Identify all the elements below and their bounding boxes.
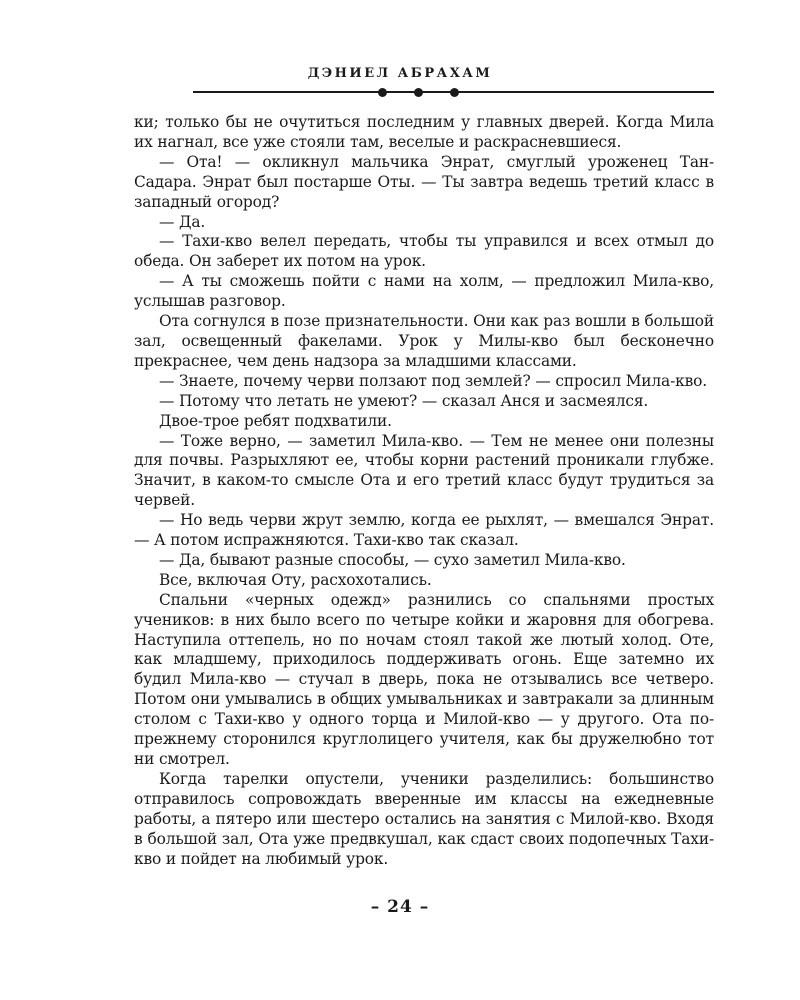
header-ornament-dot-left: [378, 88, 387, 97]
paragraph: ки; только бы не очутиться последним у главных дверей. Когда Мила их нагнал, все уже стояли там, веселые и раскрасневшиеся.: [134, 113, 714, 151]
paragraph: — Тахи-кво велел передать, чтобы ты управился и всех отмыл до обеда. Он заберет их потом на урок.: [134, 232, 714, 271]
paragraph: Все, включая Оту, расхохотались.: [159, 570, 432, 589]
paragraph: — Но ведь черви жрут землю, когда ее рыхлят, — вмешался Энрат. — А потом испражняются. Тахи-кво так сказал.: [134, 511, 714, 550]
paragraph: Ота согнулся в позе признательности. Они как раз вошли в большой зал, освещенный факелами. Урок у Милы-кво был бесконечно прекраснее, чем день надзора за младшими классами.: [134, 312, 714, 370]
paragraph: Когда тарелки опустели, ученики разделились: большинство отправилось сопровождать вверенные им классы на ежедневные работы, а пятеро или шестеро остались на занятия с Милой-кво. Входя в большой зал, Ота уже предвкушал, как сдаст своих подопечных Тахи-кво и пойдет на любимый урок.: [134, 769, 714, 868]
header-ornament-dot-middle: [414, 88, 423, 97]
running-header: ДЭНИЕЛ АБРАХАМ: [307, 66, 493, 81]
header-ornament-dot-right: [450, 88, 459, 97]
paragraph: — Потому что летать не умеют? — сказал Анся и засмеялся.: [159, 391, 649, 410]
paragraph: — Да, бывают разные способы, — сухо заметил Мила-кво.: [159, 550, 626, 569]
page-number: – 24 –: [370, 897, 430, 917]
paragraph: Двое-трое ребят подхватили.: [159, 411, 392, 430]
paragraph: Спальни «черных одежд» разнились со спальнями простых учеников: в них было всего по четыре койки и жаровня для обогрева. Наступила оттепель, но по ночам стоял такой же лютый холод. Оте, как младшему, приходилось поддерживать огонь. Еще затемно их будил Мила-кво — стучал в дверь, пока не отзывались все четверо. Потом они умывались в общих умывальниках и завтракали за длинным столом с Тахи-кво у одного торца и Милой-кво — у другого. Ота по-прежнему сторонился круглолицего учителя, как бы дружелюбно тот ни смотрел.: [134, 590, 714, 768]
paragraph: — Да.: [159, 212, 206, 231]
paragraph: — Знаете, почему черви ползают под землей? — спросил Мила-кво.: [159, 371, 707, 390]
paragraph: — Ота! — окликнул мальчика Энрат, смуглый уроженец Тан-Садара. Энрат был постарше Оты. — Ты завтра ведешь третий класс в западный огород?: [134, 152, 714, 211]
paragraph: — Тоже верно, — заметил Мила-кво. — Тем не менее они полезны для почвы. Разрыхляют ее, чтобы корни растений проникали глубже. Значит, в каком-то смысле Ота и его третий класс будут трудиться за червей.: [134, 431, 714, 510]
paragraph: — А ты сможешь пойти с нами на холм, — предложил Мила-кво, услышав разговор.: [134, 272, 714, 311]
body-text: [134, 113, 714, 869]
